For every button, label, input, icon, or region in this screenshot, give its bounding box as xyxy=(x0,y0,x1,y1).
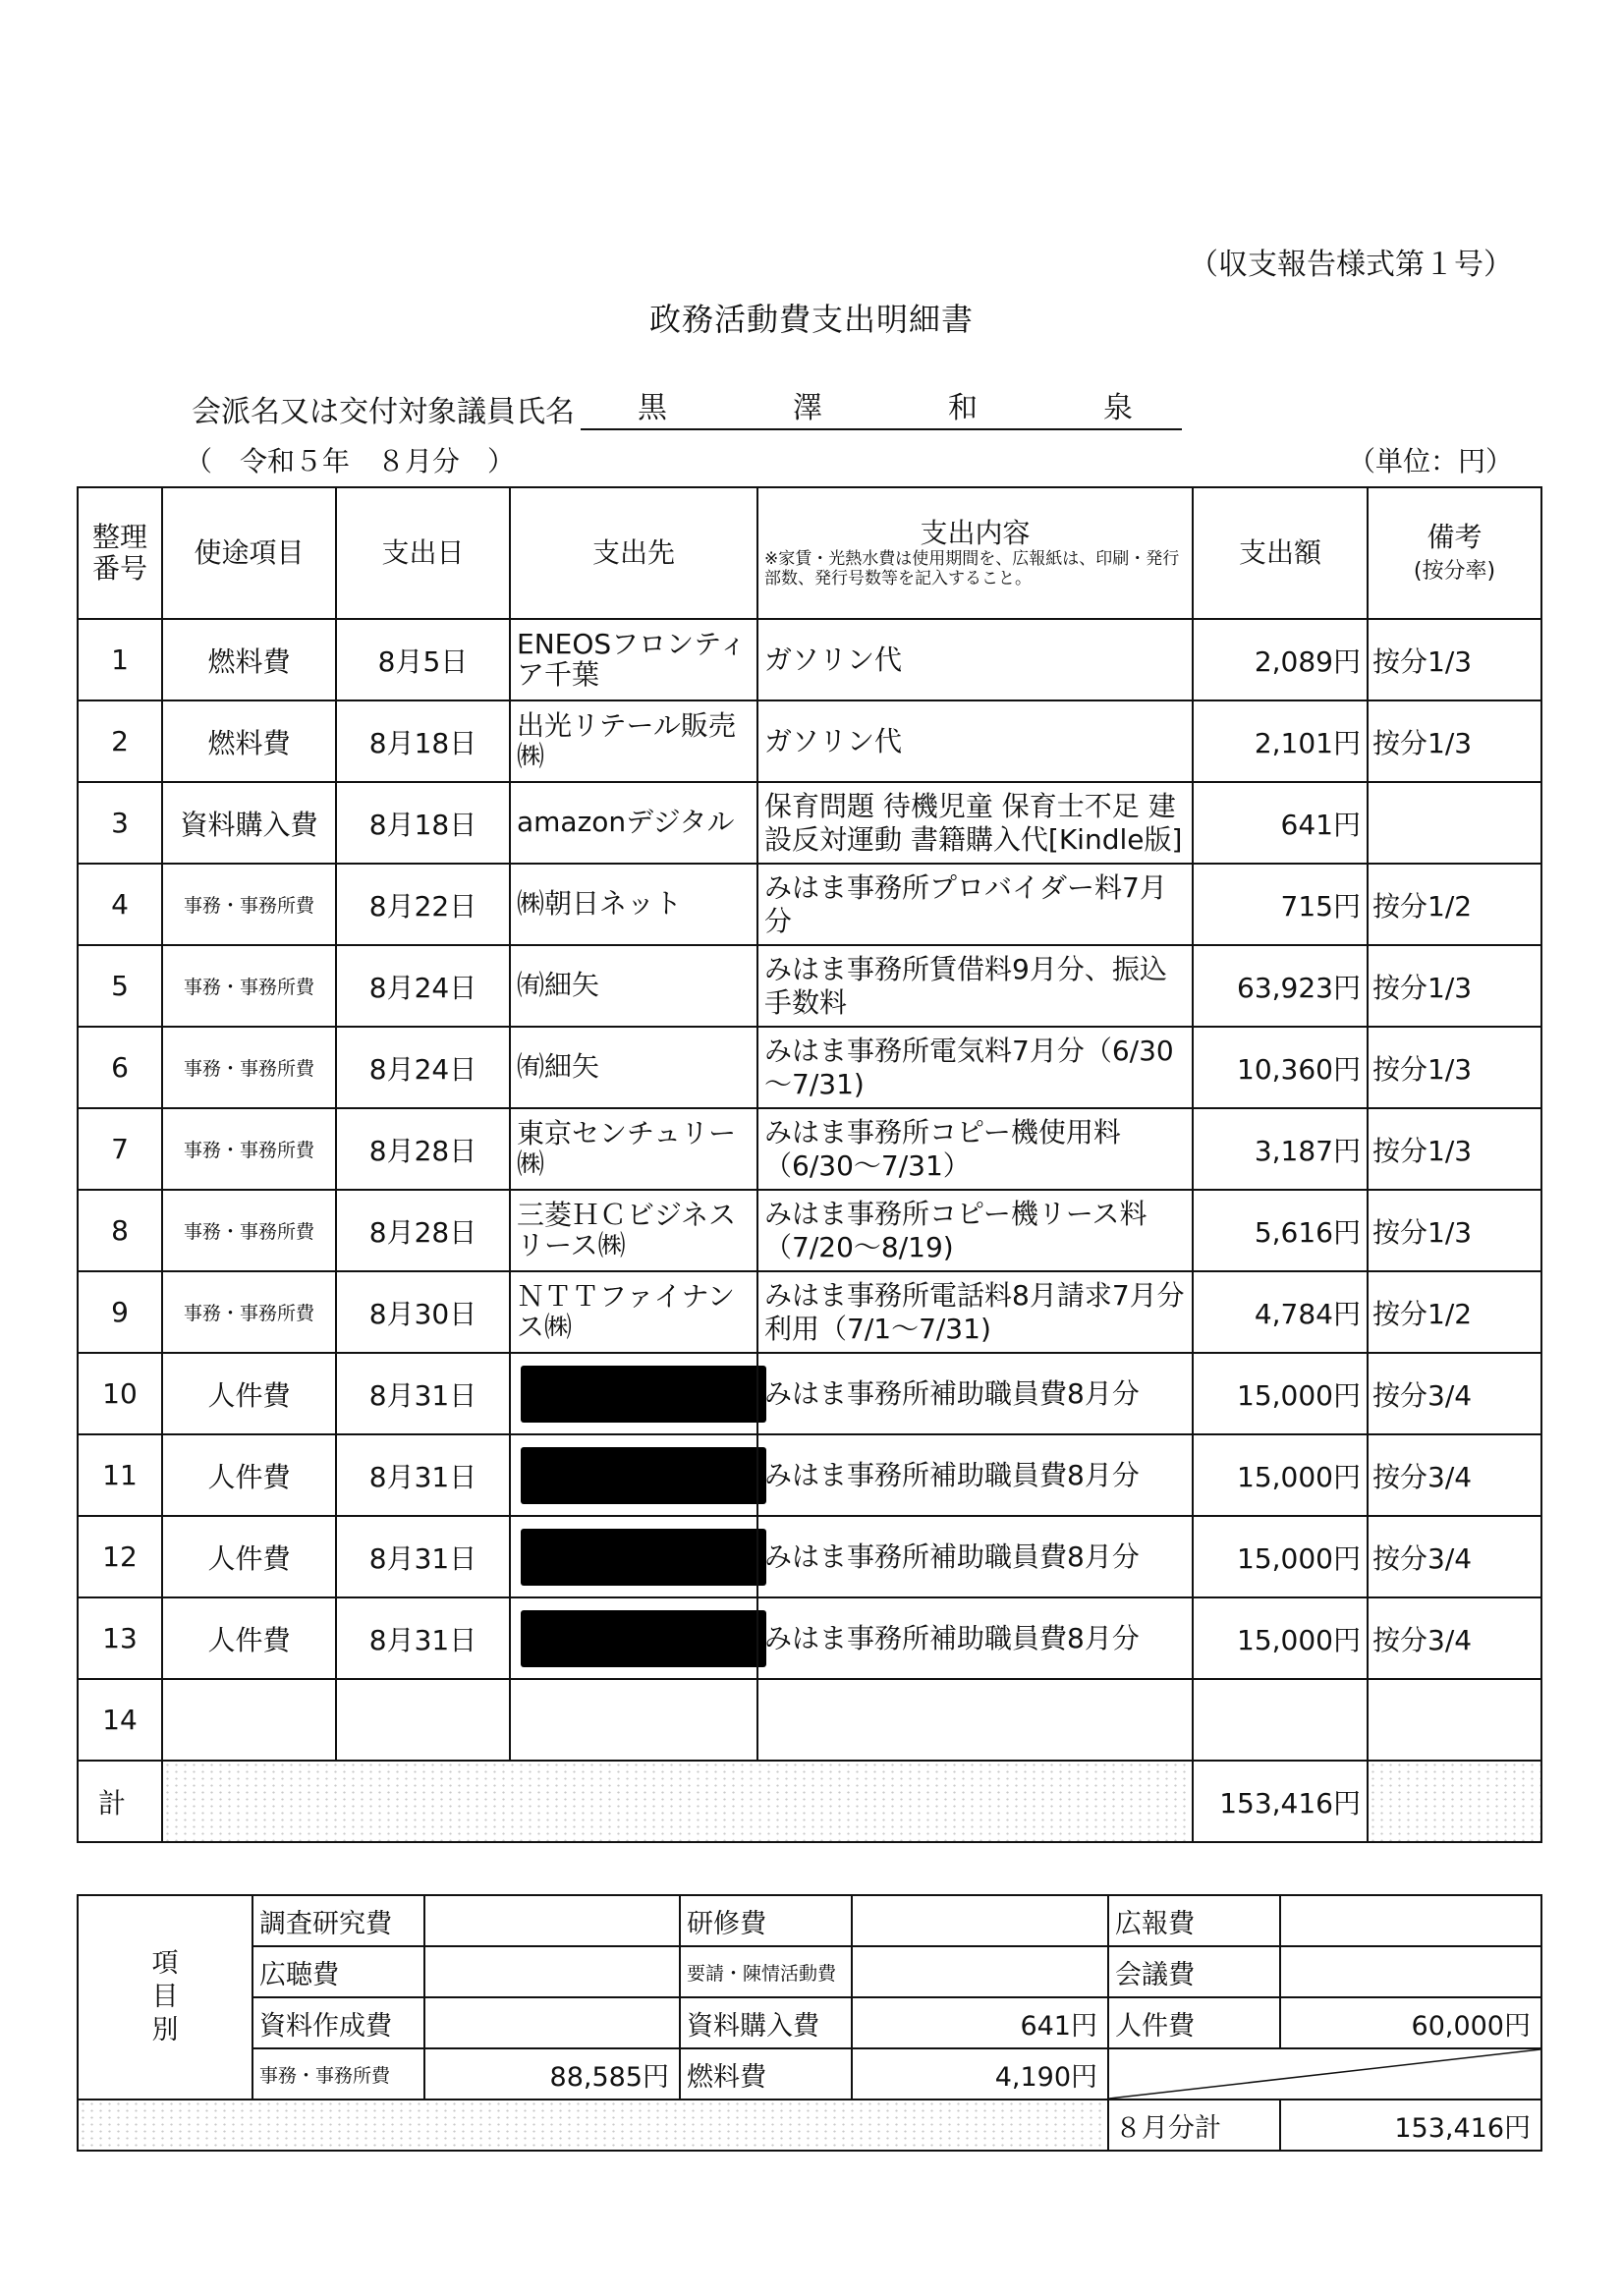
member-name-char: 泉 xyxy=(1103,391,1133,425)
label-text: 項 xyxy=(151,1948,179,1980)
training-value xyxy=(852,1895,1108,1946)
row-category: 人件費 xyxy=(162,1434,336,1516)
total-amount: 153,416円 xyxy=(1193,1761,1368,1842)
row-amount: 15,000円 xyxy=(1193,1516,1368,1597)
table-row xyxy=(78,945,1541,1027)
row-date: 8月30日 xyxy=(336,1271,510,1353)
row-category: 事務・事務所費 xyxy=(162,1271,336,1353)
row-remarks: 按分1/2 xyxy=(1368,1271,1541,1353)
page-title: 政務活動費支出明細書 xyxy=(648,301,974,338)
row-remarks: 按分1/2 xyxy=(1368,864,1541,945)
summary-side-label xyxy=(78,1895,252,2100)
row-payee xyxy=(510,1679,757,1761)
row-content: みはま事務所補助職員費8月分 xyxy=(757,1353,1193,1434)
row-remarks: 按分3/4 xyxy=(1368,1353,1541,1434)
row-remarks xyxy=(1368,1679,1541,1761)
total-row xyxy=(78,1761,1541,1842)
member-name-char: 和 xyxy=(948,391,978,425)
label-text: (按分率) xyxy=(1413,559,1496,584)
research-value xyxy=(424,1895,680,1946)
row-amount: 2,101円 xyxy=(1193,700,1368,782)
docpurchase-value: 641円 xyxy=(852,1997,1108,2048)
row-date: 8月18日 xyxy=(336,782,510,864)
row-content: みはま事務所プロバイダー料7月分 xyxy=(757,864,1193,945)
header-no xyxy=(78,487,162,619)
row-amount: 715円 xyxy=(1193,864,1368,945)
header-category: 使途項目 xyxy=(162,487,336,619)
table-row xyxy=(78,782,1541,864)
row-no: 1 xyxy=(78,619,162,700)
office-value: 88,585円 xyxy=(424,2048,680,2100)
redaction-block xyxy=(521,1529,766,1586)
row-category: 燃料費 xyxy=(162,619,336,700)
row-date: 8月22日 xyxy=(336,864,510,945)
row-amount: 2,089円 xyxy=(1193,619,1368,700)
row-no: 4 xyxy=(78,864,162,945)
row-payee xyxy=(510,1353,757,1434)
table-row xyxy=(78,1353,1541,1434)
row-content: みはま事務所補助職員費8月分 xyxy=(757,1516,1193,1597)
month-total-label: ８月分計 xyxy=(1108,2100,1280,2151)
row-category: 事務・事務所費 xyxy=(162,1027,336,1108)
row-amount: 3,187円 xyxy=(1193,1108,1368,1190)
row-remarks xyxy=(1368,782,1541,864)
total-label: 計 xyxy=(78,1761,162,1842)
row-content: ガソリン代 xyxy=(757,700,1193,782)
row-date: 8月31日 xyxy=(336,1516,510,1597)
summary-blank xyxy=(78,2100,1108,2151)
row-no: 8 xyxy=(78,1190,162,1271)
row-remarks: 按分1/3 xyxy=(1368,945,1541,1027)
fuel-label: 燃料費 xyxy=(680,2048,852,2100)
row-amount: 63,923円 xyxy=(1193,945,1368,1027)
row-payee: 出光リテール販売㈱ xyxy=(510,700,757,782)
label-text: 目 xyxy=(151,1982,179,2013)
meeting-label: 会議費 xyxy=(1108,1946,1280,1997)
month-total-value: 153,416円 xyxy=(1280,2100,1541,2151)
row-remarks: 按分1/3 xyxy=(1368,619,1541,700)
row-no: 10 xyxy=(78,1353,162,1434)
table-row xyxy=(78,1108,1541,1190)
row-payee xyxy=(510,1516,757,1597)
label-text: 番号 xyxy=(91,552,147,585)
hearing-label: 広聴費 xyxy=(252,1946,424,1997)
row-payee: 東京センチュリー㈱ xyxy=(510,1108,757,1190)
member-name-char: 澤 xyxy=(793,391,822,425)
personnel-label: 人件費 xyxy=(1108,1997,1280,2048)
diagonal-blank-cell xyxy=(1108,2048,1541,2100)
row-category: 燃料費 xyxy=(162,700,336,782)
row-no: 14 xyxy=(78,1679,162,1761)
row-content xyxy=(757,1679,1193,1761)
row-date: 8月24日 xyxy=(336,945,510,1027)
row-date xyxy=(336,1679,510,1761)
row-remarks: 按分3/4 xyxy=(1368,1597,1541,1679)
row-date: 8月31日 xyxy=(336,1353,510,1434)
petition-value xyxy=(852,1946,1108,1997)
row-date: 8月28日 xyxy=(336,1190,510,1271)
row-category: 事務・事務所費 xyxy=(162,1108,336,1190)
table-header-row xyxy=(78,487,1541,619)
header-date: 支出日 xyxy=(336,487,510,619)
row-no: 12 xyxy=(78,1516,162,1597)
total-blank xyxy=(162,1761,1193,1842)
expense-table xyxy=(77,486,1542,1843)
pr-value xyxy=(1280,1895,1541,1946)
redaction-block xyxy=(521,1366,766,1423)
row-content: みはま事務所電話料8月請求7月分利用（7/1～7/31) xyxy=(757,1271,1193,1353)
row-amount: 641円 xyxy=(1193,782,1368,864)
member-name-char: 黒 xyxy=(638,391,667,425)
table-row xyxy=(78,619,1541,700)
member-label: 会派名又は交付対象議員氏名 xyxy=(192,395,575,429)
label-text: 備考 xyxy=(1427,520,1483,553)
row-amount: 4,784円 xyxy=(1193,1271,1368,1353)
header-remarks xyxy=(1368,487,1541,619)
fuel-value: 4,190円 xyxy=(852,2048,1108,2100)
row-date: 8月18日 xyxy=(336,700,510,782)
category-summary-table xyxy=(77,1894,1542,2152)
header-content-title: 支出内容 xyxy=(920,516,1031,549)
period: （ 令和５年 ８月分 ） xyxy=(185,445,516,477)
row-content: みはま事務所コピー機リース料（7/20～8/19) xyxy=(757,1190,1193,1271)
row-payee xyxy=(510,1597,757,1679)
office-label: 事務・事務所費 xyxy=(252,2048,424,2100)
row-content: みはま事務所賃借料9月分、振込手数料 xyxy=(757,945,1193,1027)
table-row xyxy=(78,1597,1541,1679)
row-category: 人件費 xyxy=(162,1353,336,1434)
row-no: 2 xyxy=(78,700,162,782)
row-remarks: 按分3/4 xyxy=(1368,1434,1541,1516)
row-date: 8月5日 xyxy=(336,619,510,700)
row-payee: amazonデジタル xyxy=(510,782,757,864)
personnel-value: 60,000円 xyxy=(1280,1997,1541,2048)
row-content: みはま事務所電気料7月分（6/30～7/31) xyxy=(757,1027,1193,1108)
redaction-block xyxy=(521,1447,766,1504)
table-row xyxy=(78,1027,1541,1108)
table-row xyxy=(78,864,1541,945)
row-content: 保育問題 待機児童 保育士不足 建設反対運動 書籍購入代[Kindle版] xyxy=(757,782,1193,864)
row-payee: ㈲細矢 xyxy=(510,1027,757,1108)
row-remarks: 按分1/3 xyxy=(1368,1190,1541,1271)
row-content: みはま事務所コピー機使用料（6/30～7/31） xyxy=(757,1108,1193,1190)
row-category xyxy=(162,1679,336,1761)
pr-label: 広報費 xyxy=(1108,1895,1280,1946)
row-no: 13 xyxy=(78,1597,162,1679)
row-date: 8月28日 xyxy=(336,1108,510,1190)
label-text: 整理 xyxy=(91,520,147,553)
row-amount: 15,000円 xyxy=(1193,1353,1368,1434)
row-no: 3 xyxy=(78,782,162,864)
row-date: 8月24日 xyxy=(336,1027,510,1108)
table-row xyxy=(78,700,1541,782)
row-payee xyxy=(510,1434,757,1516)
research-label: 調査研究費 xyxy=(252,1895,424,1946)
header-content xyxy=(757,487,1193,619)
header-payee: 支出先 xyxy=(510,487,757,619)
hearing-value xyxy=(424,1946,680,1997)
total-remarks-blank xyxy=(1368,1761,1541,1842)
table-row xyxy=(78,1679,1541,1761)
row-date: 8月31日 xyxy=(336,1597,510,1679)
redaction-block xyxy=(521,1610,766,1667)
row-no: 6 xyxy=(78,1027,162,1108)
row-amount: 15,000円 xyxy=(1193,1597,1368,1679)
table-row xyxy=(78,1434,1541,1516)
row-no: 5 xyxy=(78,945,162,1027)
row-content: みはま事務所補助職員費8月分 xyxy=(757,1434,1193,1516)
form-id: （収支報告様式第１号） xyxy=(1189,248,1513,282)
member-name xyxy=(581,383,1182,430)
row-category: 資料購入費 xyxy=(162,782,336,864)
row-payee: ＮＴＴファイナンス㈱ xyxy=(510,1271,757,1353)
row-no: 9 xyxy=(78,1271,162,1353)
row-category: 事務・事務所費 xyxy=(162,864,336,945)
diagonal-strike xyxy=(1109,2049,1540,2099)
table-row xyxy=(78,1190,1541,1271)
docprep-value xyxy=(424,1997,680,2048)
row-amount: 15,000円 xyxy=(1193,1434,1368,1516)
row-category: 人件費 xyxy=(162,1597,336,1679)
row-payee: 三菱ＨＣビジネスリース㈱ xyxy=(510,1190,757,1271)
row-category: 事務・事務所費 xyxy=(162,945,336,1027)
docprep-label: 資料作成費 xyxy=(252,1997,424,2048)
row-remarks: 按分1/3 xyxy=(1368,700,1541,782)
row-remarks: 按分1/3 xyxy=(1368,1108,1541,1190)
row-category: 人件費 xyxy=(162,1516,336,1597)
header-content-note: ※家賃・光熱水費は使用期間を、広報紙は、印刷・発行部数、発行号数等を記入すること。 xyxy=(764,548,1180,589)
row-content: ガソリン代 xyxy=(757,619,1193,700)
row-no: 7 xyxy=(78,1108,162,1190)
table-row xyxy=(78,1516,1541,1597)
row-payee: ENEOSフロンティア千葉 xyxy=(510,619,757,700)
docpurchase-label: 資料購入費 xyxy=(680,1997,852,2048)
row-amount: 5,616円 xyxy=(1193,1190,1368,1271)
row-category: 事務・事務所費 xyxy=(162,1190,336,1271)
meeting-value xyxy=(1280,1946,1541,1997)
petition-label: 要請・陳情活動費 xyxy=(680,1946,852,1997)
label-text: 別 xyxy=(151,2014,179,2045)
row-date: 8月31日 xyxy=(336,1434,510,1516)
row-content: みはま事務所補助職員費8月分 xyxy=(757,1597,1193,1679)
row-payee: ㈲細矢 xyxy=(510,945,757,1027)
row-amount xyxy=(1193,1679,1368,1761)
row-remarks: 按分1/3 xyxy=(1368,1027,1541,1108)
header-amount: 支出額 xyxy=(1193,487,1368,619)
row-payee: ㈱朝日ネット xyxy=(510,864,757,945)
unit-label: （単位：円） xyxy=(1347,445,1513,477)
member-row xyxy=(192,383,1182,430)
table-row xyxy=(78,1271,1541,1353)
row-no: 11 xyxy=(78,1434,162,1516)
row-amount: 10,360円 xyxy=(1193,1027,1368,1108)
row-remarks: 按分3/4 xyxy=(1368,1516,1541,1597)
training-label: 研修費 xyxy=(680,1895,852,1946)
